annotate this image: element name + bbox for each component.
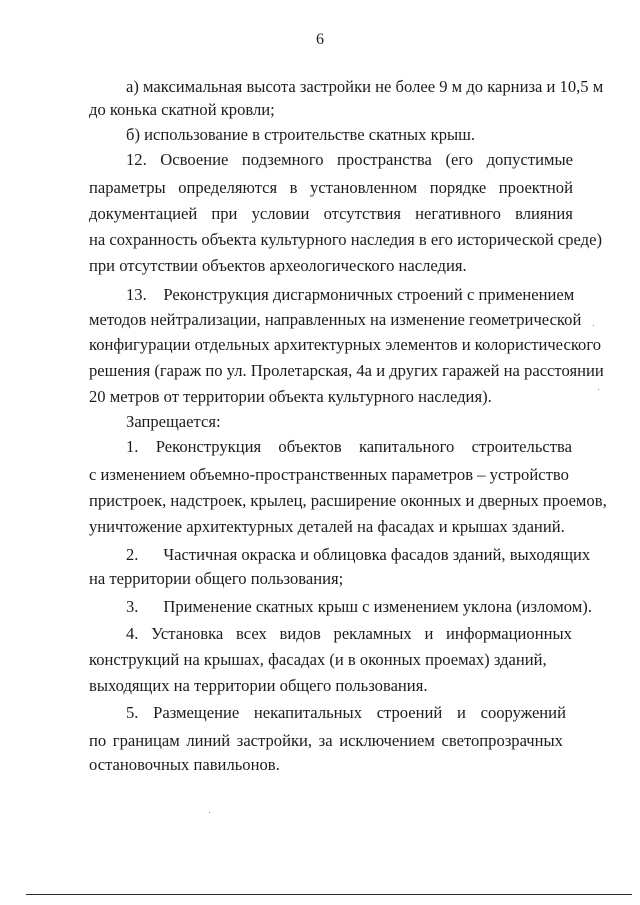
word: капитального [358,437,455,456]
word: 5. [126,703,139,722]
text-line: на территории общего пользования; [89,569,344,588]
word: линий [186,731,231,750]
word: Реконструкция [155,437,262,456]
scan-speck [209,812,210,813]
word: и [457,703,466,722]
word: Освоение [160,150,229,169]
word: отсутствия [323,204,401,223]
word: рекламных [333,624,412,643]
text-line-justified [89,204,573,224]
text-line: 20 метров от территории объекта культурного наследия). [89,387,492,406]
text-line: решения (гараж по ул. Пролетарская, 4а и других гаражей на расстоянии [89,361,604,380]
section-heading: Запрещается: [126,412,221,431]
text-line: 13. Реконструкция дисгармоничных строений с применением [126,285,575,304]
word: параметры [89,178,166,197]
text-line: выходящих на территории общего пользования. [89,676,428,695]
text-line: конструкций на крышах, фасадах (и в оконных проемах) зданий, [89,650,547,669]
text-line: конфигурации отдельных архитектурных элементов и колористического [89,335,602,354]
word: объектов [278,437,342,456]
text-line: 2. Частичная окраска и облицовка фасадов зданий, выходящих [126,545,591,564]
word: проектной [498,178,573,197]
word: в [289,178,298,197]
word: 12. [126,150,147,169]
word: границам [112,731,180,750]
bottom-rule [26,894,632,895]
text-line: а) максимальная высота застройки не более 9 м до карниза и 10,5 м [126,77,604,96]
word: застройки, [236,731,313,750]
text-line: пристроек, надстроек, крылец, расширение оконных и дверных проемов, [89,491,607,510]
word: и [424,624,434,643]
word: допустимые [486,150,573,169]
text-line: остановочных павильонов. [89,755,280,774]
word: условии [251,204,310,223]
word: Установка [151,624,224,643]
text-line-justified [89,731,563,751]
word: документацией [89,204,198,223]
word: строений [376,703,443,722]
word: строительства [471,437,572,456]
text-line: до конька скатной кровли; [89,100,275,119]
word: Размещение [153,703,240,722]
text-line-justified [126,624,572,644]
word: негативного [415,204,501,223]
word: информационных [446,624,572,643]
word: влияния [515,204,573,223]
word: светопрозрачных [441,731,563,750]
word: видов [279,624,321,643]
word: (его [445,150,474,169]
word: некапитальных [253,703,362,722]
text-line: методов нейтрализации, направленных на изменение геометрической [89,310,582,329]
word: порядке [429,178,487,197]
word: 1. [126,437,139,456]
text-line: при отсутствии объектов археологического наследия. [89,256,467,275]
word: определяются [178,178,278,197]
word: установленном [310,178,418,197]
text-line: б) использование в строительстве скатных крыш. [126,125,476,144]
word: при [211,204,238,223]
text-line-justified [126,437,572,457]
word: 4. [126,624,139,643]
word: исключением [339,731,435,750]
word: сооружений [480,703,566,722]
text-line-justified [126,150,573,170]
word: по [89,731,107,750]
text-line: с изменением объемно-пространственных параметров – устройство [89,465,569,484]
word: за [318,731,333,750]
text-line-justified [89,178,573,198]
text-line: на сохранность объекта культурного наследия в его исторической среде) [89,230,602,249]
text-line-justified [126,703,566,723]
page-number: 6 [316,31,324,48]
word: подземного [241,150,324,169]
text-line: 3. Применение скатных крыш с изменением уклона (изломом). [126,597,592,616]
word: пространства [337,150,432,169]
text-line: уничтожение архитектурных деталей на фасадах и крышах зданий. [89,517,565,536]
word: всех [236,624,267,643]
scan-speck [598,389,599,390]
scan-speck [593,325,594,326]
